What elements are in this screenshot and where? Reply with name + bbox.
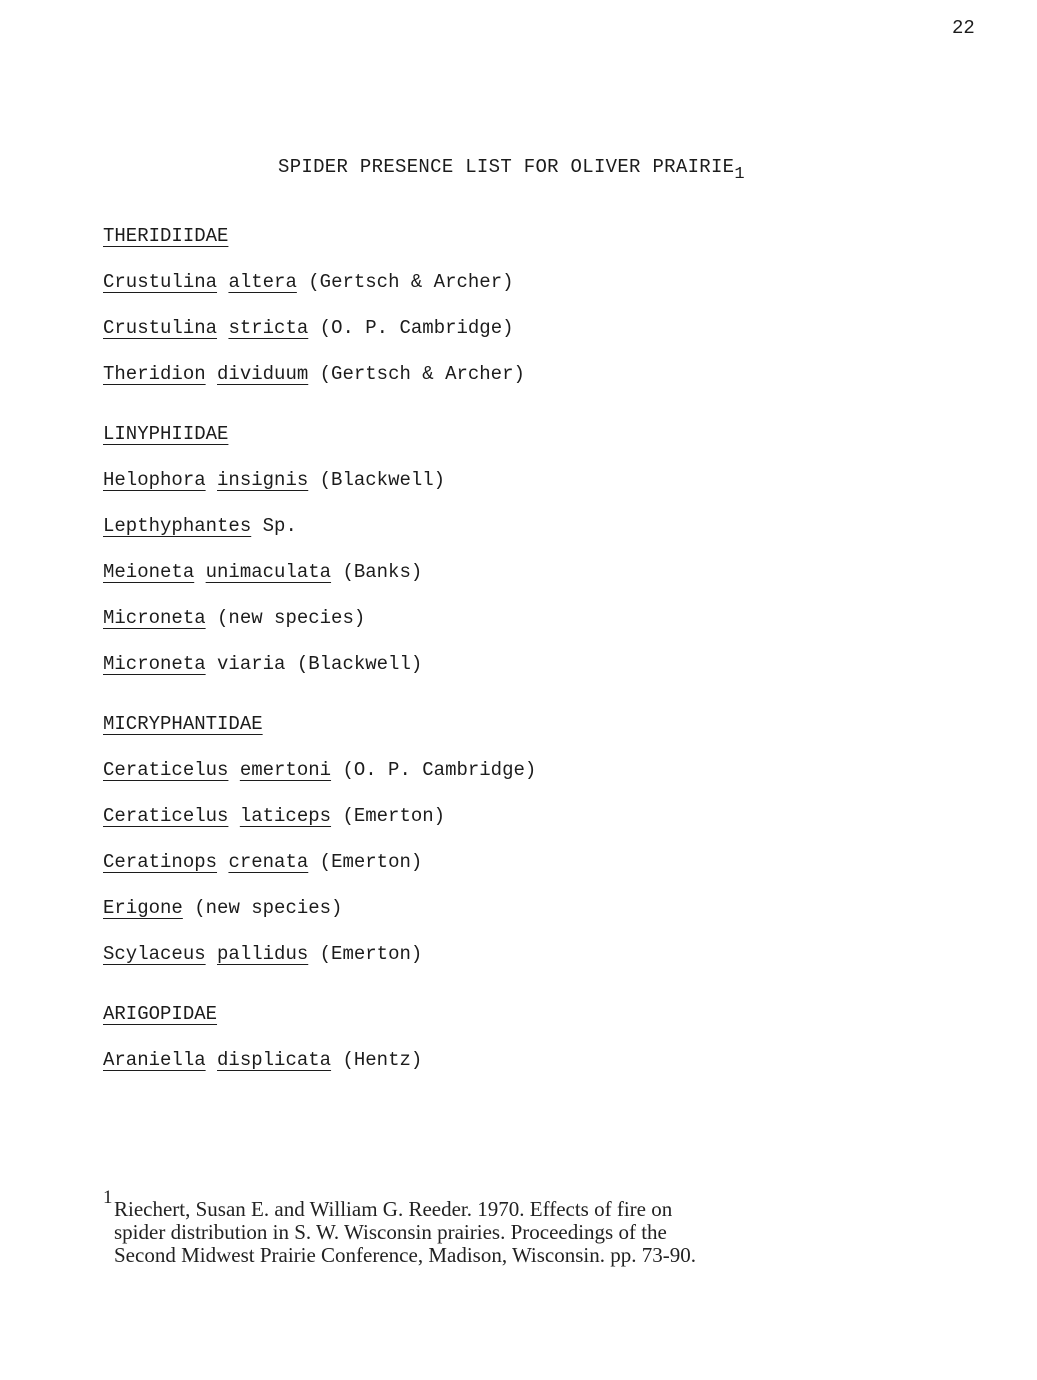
species-epithet: emertoni xyxy=(239,759,332,781)
title-footnote-mark: 1 xyxy=(734,165,745,184)
species-epithet: laticeps xyxy=(239,805,332,827)
species-authority: (Emerton) xyxy=(319,943,423,965)
species-epithet: unimaculata xyxy=(205,561,332,583)
species-authority: (Emerton) xyxy=(319,851,423,873)
species-epithet: crenata xyxy=(228,851,309,873)
species-entry xyxy=(103,319,536,339)
species-entry xyxy=(103,563,536,583)
footnote-line: spider distribution in S. W. Wisconsin prairies. Proceedings of the xyxy=(114,1220,667,1244)
species-authority: (Blackwell) xyxy=(319,469,446,491)
family-heading: MICRYPHANTIDAE xyxy=(103,713,263,735)
species-entry xyxy=(103,853,536,873)
species-epithet: insignis xyxy=(217,469,309,491)
footnote-line: Riechert, Susan E. and William G. Reeder. 1970. Effects of fire on xyxy=(114,1197,673,1221)
species-entry xyxy=(103,365,536,385)
species-list xyxy=(103,227,536,1111)
species-authority: (Banks) xyxy=(342,561,423,583)
species-entry xyxy=(103,273,536,293)
species-authority: (new species) xyxy=(217,607,366,629)
species-genus: Microneta xyxy=(103,607,206,629)
species-entry xyxy=(103,1051,536,1071)
species-genus: Ceraticelus xyxy=(103,759,229,781)
species-genus: Ceraticelus xyxy=(103,805,229,827)
species-authority: (Emerton) xyxy=(342,805,446,827)
species-genus: Scylaceus xyxy=(103,943,206,965)
family-section xyxy=(103,715,536,965)
species-authority: (Hentz) xyxy=(342,1049,423,1071)
species-authority: (Gertsch & Archer) xyxy=(308,271,514,293)
family-section xyxy=(103,425,536,675)
species-authority: (O. P. Cambridge) xyxy=(342,759,537,781)
family-heading: THERIDIIDAE xyxy=(103,225,229,247)
family-section xyxy=(103,227,536,385)
family-heading: LINYPHIIDAE xyxy=(103,423,229,445)
species-entry xyxy=(103,655,536,675)
species-epithet: altera xyxy=(228,271,297,293)
species-entry xyxy=(103,945,536,965)
species-entry xyxy=(103,609,536,629)
species-genus: Meioneta xyxy=(103,561,195,583)
species-authority: viaria (Blackwell) xyxy=(217,653,423,675)
species-genus: Theridion xyxy=(103,363,206,385)
page-title xyxy=(278,158,745,183)
species-entry xyxy=(103,807,536,827)
species-genus: Helophora xyxy=(103,469,206,491)
footnote xyxy=(103,1188,903,1267)
footnote-line: Second Midwest Prairie Conference, Madison, Wisconsin. pp. 73-90. xyxy=(114,1243,697,1267)
family-heading: ARIGOPIDAE xyxy=(103,1003,218,1025)
species-genus: Araniella xyxy=(103,1049,206,1071)
species-authority: (O. P. Cambridge) xyxy=(319,317,514,339)
species-authority: Sp. xyxy=(262,515,297,537)
species-authority: (Gertsch & Archer) xyxy=(319,363,525,385)
footnote-body xyxy=(114,1188,903,1267)
species-entry xyxy=(103,517,536,537)
family-section xyxy=(103,1005,536,1071)
species-authority: (new species) xyxy=(194,897,343,919)
footnote-mark: 1 xyxy=(103,1187,113,1208)
species-genus: Erigone xyxy=(103,897,183,919)
species-epithet: displicata xyxy=(217,1049,332,1071)
species-epithet: stricta xyxy=(228,317,309,339)
page-number: 22 xyxy=(952,17,975,39)
species-entry xyxy=(103,761,536,781)
species-epithet: pallidus xyxy=(217,943,309,965)
species-epithet: dividuum xyxy=(217,363,309,385)
species-genus: Lepthyphantes xyxy=(103,515,252,537)
species-genus: Crustulina xyxy=(103,317,218,339)
species-genus: Microneta xyxy=(103,653,206,675)
species-entry xyxy=(103,899,536,919)
species-entry xyxy=(103,471,536,491)
species-genus: Crustulina xyxy=(103,271,218,293)
species-genus: Ceratinops xyxy=(103,851,218,873)
title-text: SPIDER PRESENCE LIST FOR OLIVER PRAIRIE xyxy=(278,156,735,178)
